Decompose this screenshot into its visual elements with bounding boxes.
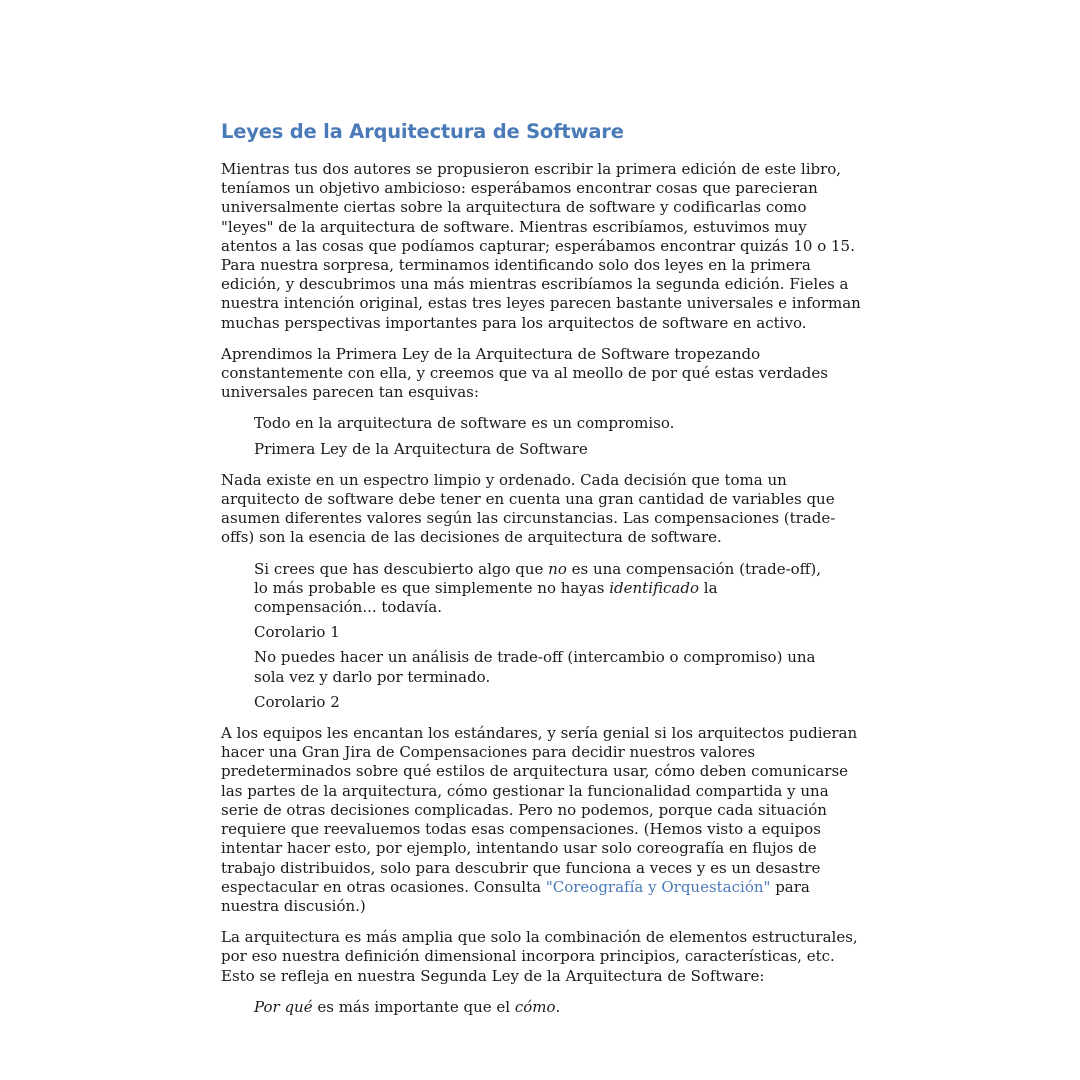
- second-law-quote: [254, 998, 824, 1017]
- second-law-intro-paragraph: La arquitectura es más amplia que solo la combinación de elementos estructurales, por eso nuestra definición dimensional incorpora principios, características, etc. Esto se refleja en nuestra Segunda Ley de la Arquitectura de Software:: [221, 928, 858, 985]
- document-page: [221, 118, 861, 1024]
- standards-paragraph-text: A los equipos les encantan los estándares, y sería genial si los arquitectos pudieran hacer una Gran Jira de Compensaciones para decidir nuestros valores predeterminados sobre qué estilos de arquitectura usar, cómo deben comunicarse las partes de la arquitectura, cómo gestionar la funcionalidad compartida y una serie de otras decisiones complicadas. Pero no podemos, porque cada situación requiere que reevaluemos todas esas compensaciones. (Hemos visto a equipos intentar hacer esto, por ejemplo, intentando usar solo coreografía en flujos de trabajo distribuidos, solo para descubrir que funciona a veces y es un desastre espectacular en otras ocasiones. Consulta: [221, 724, 858, 896]
- corollary-1-emphasis-identificado: identificado: [609, 578, 699, 597]
- intro-paragraph: Mientras tus dos autores se propusieron escribir la primera edición de este libro, teníamos un objetivo ambicioso: esperábamos encontrar cosas que parecieran universalmente ciertas sobre la arquitectura de software y codificarlas como "leyes" de la arquitectura de software. Mientras escribíamos, estuvimos muy atentos a las cosas que podíamos capturar; esperábamos encontrar quizás 10 o 15. Para nuestra sorpresa, terminamos identificando solo dos leyes en la primera edición, y descubrimos una más mientras escribíamos la segunda edición. Fieles a nuestra intención original, estas tres leyes parecen bastante universales e informan muchas perspectivas importantes para los arquitectos de software en activo.: [221, 160, 861, 332]
- second-law-mid: es más importante que el: [312, 997, 515, 1016]
- second-law-end: .: [555, 997, 561, 1016]
- corollary-1-text-b: es una compensación (trade-off), lo más probable es que simplemente no hayas: [254, 559, 821, 597]
- second-law-emphasis-por-que: Por qué: [254, 997, 313, 1016]
- first-law-attribution: Primera Ley de la Arquitectura de Software: [254, 439, 588, 458]
- first-law-intro-paragraph: Aprendimos la Primera Ley de la Arquitectura de Software tropezando constantemente con ella, y creemos que va al meollo de por qué estas verdades universales parecen tan esquivas:: [221, 344, 828, 402]
- corollary-2-attribution: Corolario 2: [254, 692, 340, 711]
- corollary-1-text-a: Si crees que has descubierto algo que: [254, 559, 549, 578]
- standards-paragraph-tail: para nuestra discusión.): [221, 877, 810, 915]
- corollary-1-quote: [254, 560, 824, 618]
- corollary-1-emphasis-no: no: [548, 559, 567, 578]
- first-law-quote: Todo en la arquitectura de software es un compromiso.: [254, 414, 675, 433]
- tradeoff-paragraph: Nada existe en un espectro limpio y ordenado. Cada decisión que toma un arquitecto de software debe tener en cuenta una gran cantidad de variables que asumen diferentes valores según las circunstancias. Las compensaciones (trade-offs) son la esencia de las decisiones de arquitectura de software.: [221, 470, 836, 547]
- corollary-1-attribution: Corolario 1: [254, 623, 340, 642]
- standards-paragraph: [221, 724, 861, 916]
- section-heading: Leyes de la Arquitectura de Software: [221, 120, 624, 143]
- choreography-orchestration-link[interactable]: "Coreografía y Orquestación": [545, 877, 771, 896]
- corollary-2-quote: No puedes hacer un análisis de trade-off (intercambio o compromiso) una sola vez y darlo por terminado.: [254, 648, 816, 686]
- second-law-emphasis-como: cómo: [514, 997, 556, 1016]
- corollary-1-text-c: la compensación... todavía.: [254, 578, 718, 617]
